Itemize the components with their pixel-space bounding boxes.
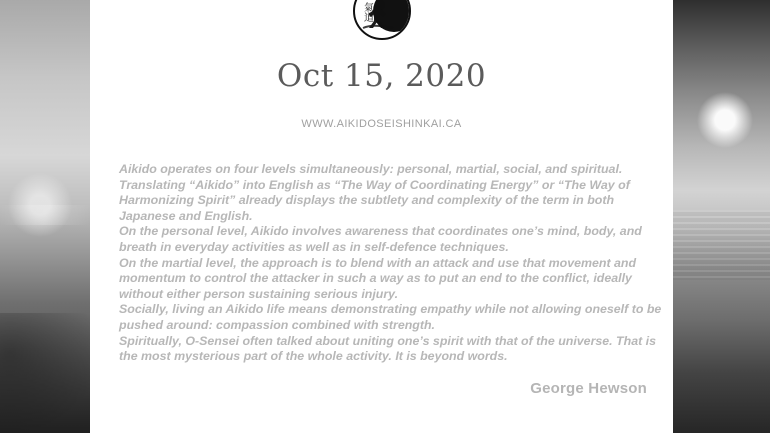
logo-kanji-line-2: 道 [364,13,374,24]
content-panel [90,0,673,433]
article-paragraph-4: On the martial level, the approach is to blend with an attack and use that movement and momentum to control the attacker in such a way as to put an end to the conflict, ideally without either person sustaining serious injury. [119,255,637,301]
website-url: WWW.AIKIDOSEISHINKAI.CA [301,118,462,130]
article-paragraph-3: On the personal level, Aikido involves awareness that coordinates one’s mind, body, and breath in everyday activities as well as in self-defence techniques. [119,224,642,254]
logo-kanji-line-1: 氣 [364,3,374,14]
background-right-image [673,0,770,433]
article-text [119,162,664,365]
article-paragraph-5: Socially, living an Aikido life means demonstrating empathy while not allowing oneself to be pushed around: compassion combined with strength. [119,302,662,332]
author-signature: George Hewson [530,380,647,397]
article-paragraph-6: Spiritually, O-Sensei often talked about uniting one’s spirit with that of the universe. That is the most mysterious part of the whole activity. It is beyond words. [119,333,656,364]
aikido-logo [353,0,411,40]
background-left-image [0,0,90,433]
post-date: Oct 15, 2020 [276,58,487,94]
article-paragraph-2: Translating “Aikido” into English as “The Way of Coordinating Energy” or “The Way of Harmonizing Spirit” already displays the subtlety and complexity of the term in both Japanese and English. [119,177,630,223]
logo-kanji [364,4,374,24]
article-paragraph-1: Aikido operates on four levels simultaneously: personal, martial, social, and spiritual. [119,162,623,176]
